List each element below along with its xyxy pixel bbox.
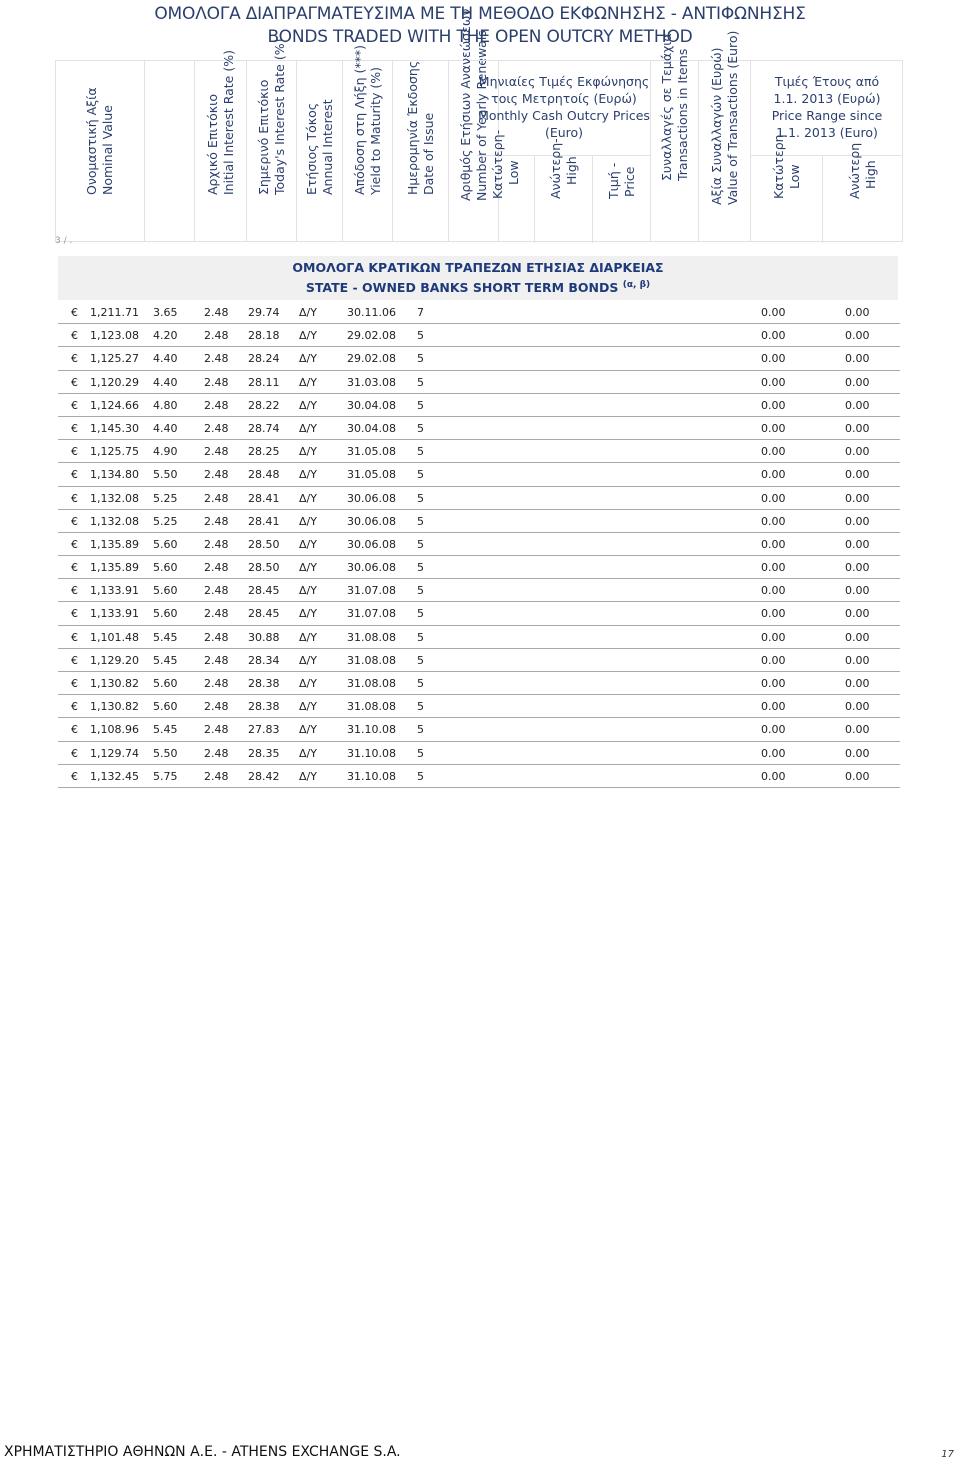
cell-yld: Δ/Υ (299, 352, 317, 366)
header-today-en: Today's Interest Rate (%) (271, 38, 287, 195)
header-year-high-en: High (863, 160, 878, 189)
cell-yld: Δ/Υ (299, 607, 317, 621)
header-yield-en: Yield to Maturity (%) (367, 66, 383, 195)
header-monthly-line3: Monthly Cash Outcry Prices (478, 108, 650, 123)
table-row (58, 394, 900, 417)
cell-high: 0.00 (845, 746, 870, 760)
cell-high: 0.00 (845, 329, 870, 343)
cell-init: 5.60 (153, 607, 178, 621)
cell-ann: 27.83 (248, 723, 280, 737)
cell-low: 0.00 (761, 375, 786, 389)
cell-yld: Δ/Υ (299, 468, 317, 482)
cell-date: 31.10.08 (347, 746, 396, 760)
cell-low: 0.00 (761, 421, 786, 435)
cell-init: 4.20 (153, 329, 178, 343)
header-monthly-high (535, 138, 593, 243)
header-year-low (751, 134, 823, 243)
cell-low: 0.00 (761, 306, 786, 319)
cell-init: 5.60 (153, 561, 178, 575)
section-title-greek: ΟΜΟΛΟΓΑ ΚΡΑΤΙΚΩΝ ΤΡΑΠΕΖΩΝ ΕΤΗΣΙΑΣ ΔΙΑΡΚΕΙΑΣ (292, 260, 664, 275)
section-title-box (58, 256, 898, 300)
table-row (58, 510, 900, 533)
cell-init: 5.60 (153, 677, 178, 690)
cell-yld: Δ/Υ (299, 561, 317, 575)
cell-high: 0.00 (845, 677, 870, 690)
cell-yld: Δ/Υ (299, 630, 317, 644)
cell-low: 0.00 (761, 352, 786, 366)
cell-low: 0.00 (761, 584, 786, 598)
header-monthly-price (593, 156, 651, 243)
cell-ren: 5 (417, 653, 424, 667)
cell-init: 4.40 (153, 352, 178, 366)
cell-yld: Δ/Υ (299, 398, 317, 412)
cell-low: 0.00 (761, 769, 786, 783)
cell-ann: 28.25 (248, 445, 280, 459)
cell-yld: Δ/Υ (299, 375, 317, 389)
cell-low: 0.00 (761, 700, 786, 714)
cell-ren: 5 (417, 607, 424, 621)
cell-init: 5.45 (153, 630, 178, 644)
cell-low: 0.00 (761, 677, 786, 690)
header-year-high (823, 142, 903, 243)
cell-date: 30.06.08 (347, 561, 396, 575)
cell-high: 0.00 (845, 723, 870, 737)
cell-init: 5.60 (153, 584, 178, 598)
cell-nom: 1,123.08 (90, 329, 139, 343)
header-monthly-group (477, 60, 651, 242)
table-row (58, 626, 900, 649)
cell-date: 29.02.08 (347, 352, 396, 366)
cell-date: 30.11.06 (347, 306, 396, 319)
cell-cur: € (71, 445, 78, 459)
cell-high: 0.00 (845, 421, 870, 435)
cell-ann: 28.45 (248, 584, 280, 598)
cell-ann: 28.42 (248, 769, 280, 783)
cell-today: 2.48 (204, 514, 229, 528)
cell-high: 0.00 (845, 468, 870, 482)
cell-today: 2.48 (204, 445, 229, 459)
cell-low: 0.00 (761, 514, 786, 528)
header-monthly-low-gr: Κατώτερη- (489, 129, 505, 199)
cell-ren: 5 (417, 468, 424, 482)
cell-today: 2.48 (204, 746, 229, 760)
cell-init: 5.60 (153, 700, 178, 714)
cell-high: 0.00 (845, 445, 870, 459)
section-title-english-line (58, 280, 898, 295)
cell-nom: 1,129.20 (90, 653, 139, 667)
table-row (58, 324, 900, 347)
cell-cur: € (71, 677, 78, 690)
cell-yld: Δ/Υ (299, 769, 317, 783)
cell-cur: € (71, 769, 78, 783)
header-today-rate (247, 38, 297, 242)
header-nominal-en: Nominal Value (100, 104, 115, 195)
header-year-low-en: Low (786, 164, 802, 189)
header-issue-gr: Ημερομηνία Έκδοσης (404, 60, 420, 195)
header-year-low-gr: Κατώτερη (770, 134, 786, 199)
table-row (58, 417, 900, 440)
header-today-gr: Σημερινό Επιτόκιο (255, 79, 271, 195)
table-row (58, 602, 900, 625)
cell-ann: 28.48 (248, 468, 280, 482)
cell-high: 0.00 (845, 398, 870, 412)
cell-ann: 28.45 (248, 607, 280, 621)
cell-ann: 28.41 (248, 491, 280, 505)
header-year-high-gr: Ανώτερη (847, 142, 862, 199)
cell-nom: 1,108.96 (90, 723, 139, 737)
cell-ann: 30.88 (248, 630, 280, 644)
cell-low: 0.00 (761, 329, 786, 343)
cell-cur: € (71, 329, 78, 343)
page-number: 17 (941, 1449, 954, 1460)
cell-today: 2.48 (204, 700, 229, 714)
cell-yld: Δ/Υ (299, 514, 317, 528)
header-nominal-text (84, 87, 116, 195)
cell-init: 3.65 (153, 306, 178, 319)
cell-nom: 1,132.08 (90, 491, 139, 505)
cell-high: 0.00 (845, 561, 870, 575)
cell-date: 30.06.08 (347, 491, 396, 505)
cell-cur: € (71, 306, 78, 319)
cell-ren: 5 (417, 584, 424, 598)
header-year-group (751, 60, 903, 242)
cell-ann: 28.38 (248, 700, 280, 714)
bond-rows (58, 301, 900, 788)
cell-init: 4.40 (153, 421, 178, 435)
header-transaction-value (699, 30, 751, 242)
cell-ann: 28.50 (248, 561, 280, 575)
cell-nom: 1,135.89 (90, 537, 139, 551)
cell-nom: 1,125.75 (90, 445, 139, 459)
header-year-line3: Price Range since (771, 108, 883, 123)
header-monthly-price-en: Price (622, 166, 637, 197)
cell-cur: € (71, 421, 78, 435)
cell-today: 2.48 (204, 723, 229, 737)
cell-nom: 1,211.71 (90, 306, 139, 319)
cell-ren: 5 (417, 677, 424, 690)
cell-ren: 5 (417, 700, 424, 714)
cell-nom: 1,125.27 (90, 352, 139, 366)
cell-date: 31.08.08 (347, 677, 396, 690)
cell-nom: 1,145.30 (90, 421, 139, 435)
page-title-greek: ΟΜΟΛΟΓΑ ΔΙΑΠΡΑΓΜΑΤΕΥΣΙΜΑ ΜΕ ΤΗ ΜΕΘΟΔΟ ΕΚΦΩΝΗΣΗΣ - ΑΝΤΙΦΩΝΗΣΗΣ (154, 4, 806, 24)
cell-date: 31.05.08 (347, 468, 396, 482)
cell-nom: 1,120.29 (90, 375, 139, 389)
cell-today: 2.48 (204, 677, 229, 690)
cell-today: 2.48 (204, 630, 229, 644)
cell-nom: 1,130.82 (90, 677, 139, 690)
cell-today: 2.48 (204, 329, 229, 343)
cell-init: 5.45 (153, 653, 178, 667)
footer-exchange-name: ΧΡΗΜΑΤΙΣΤΗΡΙΟ ΑΘΗΝΩΝ Α.Ε. - ATHENS EXCHANGE S.A. (4, 1444, 401, 1460)
header-monthly-low-en: Low (505, 160, 521, 185)
cell-ann: 28.34 (248, 653, 280, 667)
header-yield-gr: Απόδοση στη Λήξη (***) (351, 44, 367, 195)
cell-cur: € (71, 398, 78, 412)
cell-ann: 28.38 (248, 677, 280, 690)
cell-today: 2.48 (204, 375, 229, 389)
cell-ren: 5 (417, 723, 424, 737)
header-nominal-value (55, 60, 145, 242)
section-note: (α, β) (622, 280, 651, 290)
header-monthly-high-gr: Ανώτερη- (547, 138, 563, 199)
cell-cur: € (71, 653, 78, 667)
cell-today: 2.48 (204, 584, 229, 598)
table-row (58, 695, 900, 718)
cell-date: 30.06.08 (347, 514, 396, 528)
header-transactions (651, 33, 699, 242)
header-monthly-line1: Μηνιαίες Τιμές Εκφώνησης (478, 74, 650, 89)
cell-ren: 5 (417, 537, 424, 551)
cell-nom: 1,129.74 (90, 746, 139, 760)
header-value-en: Value of Transactions (Euro) (724, 30, 740, 205)
cell-ren: 5 (417, 398, 424, 412)
cell-high: 0.00 (845, 630, 870, 644)
cell-cur: € (71, 491, 78, 505)
cell-low: 0.00 (761, 491, 786, 505)
cell-ren: 5 (417, 491, 424, 505)
cell-ren: 5 (417, 630, 424, 644)
header-year-line2: 1.1. 2013 (Ευρώ) (773, 91, 881, 106)
cell-yld: Δ/Υ (299, 723, 317, 737)
table-row (58, 649, 900, 672)
cell-today: 2.48 (204, 398, 229, 412)
cell-nom: 1,130.82 (90, 700, 139, 714)
cell-nom: 1,134.80 (90, 468, 139, 482)
cell-date: 29.02.08 (347, 329, 396, 343)
cell-yld: Δ/Υ (299, 584, 317, 598)
cell-today: 2.48 (204, 769, 229, 783)
table-row (58, 440, 900, 463)
cell-cur: € (71, 352, 78, 366)
cell-cur: € (71, 584, 78, 598)
cell-nom: 1,101.48 (90, 630, 139, 644)
header-monthly-line4: (Euro) (544, 125, 584, 140)
header-initial-en: Initial Interest Rate (%) (220, 50, 236, 195)
cell-date: 31.10.08 (347, 769, 396, 783)
header-renewals-gr: Αριθμός Ετήσιων Ανανεώσεων (457, 8, 473, 201)
cell-ren: 5 (417, 375, 424, 389)
cell-date: 31.07.08 (347, 607, 396, 621)
header-monthly-line2: τοις Μετρητοίς (Ευρώ) (491, 91, 637, 106)
cell-nom: 1,132.08 (90, 514, 139, 528)
cell-high: 0.00 (845, 584, 870, 598)
cell-ann: 28.41 (248, 514, 280, 528)
cell-cur: € (71, 537, 78, 551)
header-transactions-gr: Συναλλαγές σε Τεμάχια (658, 33, 674, 181)
cell-ren: 5 (417, 329, 424, 343)
cell-high: 0.00 (845, 537, 870, 551)
cell-today: 2.48 (204, 537, 229, 551)
stray-mark: 3 / . (55, 236, 73, 246)
header-blank (145, 60, 195, 242)
header-initial-gr: Αρχικό Επιτόκιο (204, 94, 220, 195)
cell-date: 31.10.08 (347, 723, 396, 737)
cell-ren: 5 (417, 445, 424, 459)
cell-date: 31.03.08 (347, 375, 396, 389)
cell-nom: 1,135.89 (90, 561, 139, 575)
cell-yld: Δ/Υ (299, 677, 317, 690)
cell-cur: € (71, 607, 78, 621)
cell-yld: Δ/Υ (299, 700, 317, 714)
cell-yld: Δ/Υ (299, 306, 317, 319)
cell-date: 31.07.08 (347, 584, 396, 598)
cell-low: 0.00 (761, 561, 786, 575)
table-row (58, 347, 900, 370)
cell-low: 0.00 (761, 653, 786, 667)
header-nominal-gr: Ονομαστική Αξία (84, 87, 99, 195)
header-initial-rate (195, 50, 247, 242)
table-row (58, 371, 900, 394)
header-monthly-price-gr: Τιμή - (606, 162, 621, 199)
table-row (58, 672, 900, 695)
header-yield (343, 44, 393, 242)
cell-ren: 5 (417, 421, 424, 435)
header-annual-gr: Ετήσιος Τόκος (303, 102, 319, 195)
header-renewals-en: Number of Yearly Renewals (473, 30, 489, 201)
cell-init: 5.50 (153, 468, 178, 482)
cell-date: 31.08.08 (347, 700, 396, 714)
cell-nom: 1,132.45 (90, 769, 139, 783)
cell-ann: 28.11 (248, 375, 280, 389)
cell-init: 4.40 (153, 375, 178, 389)
header-year-line4: 1.1. 2013 (Euro) (776, 125, 878, 140)
table-row (58, 533, 900, 556)
section-title-english: STATE - OWNED BANKS SHORT TERM BONDS (305, 280, 619, 296)
cell-ren: 5 (417, 514, 424, 528)
cell-today: 2.48 (204, 306, 229, 319)
cell-today: 2.48 (204, 653, 229, 667)
cell-cur: € (71, 561, 78, 575)
cell-yld: Δ/Υ (299, 653, 317, 667)
table-row (58, 556, 900, 579)
cell-low: 0.00 (761, 445, 786, 459)
cell-date: 30.06.08 (347, 537, 396, 551)
cell-today: 2.48 (204, 468, 229, 482)
cell-cur: € (71, 630, 78, 644)
header-annual-en: Annual Interest (319, 99, 335, 195)
cell-cur: € (71, 700, 78, 714)
cell-high: 0.00 (845, 375, 870, 389)
cell-today: 2.48 (204, 491, 229, 505)
table-row (58, 301, 900, 324)
cell-nom: 1,133.91 (90, 607, 139, 621)
header-monthly-low (477, 129, 535, 243)
cell-low: 0.00 (761, 398, 786, 412)
cell-ren: 5 (417, 352, 424, 366)
cell-init: 4.80 (153, 398, 178, 412)
cell-date: 31.08.08 (347, 630, 396, 644)
cell-ren: 5 (417, 769, 424, 783)
table-row (58, 718, 900, 741)
cell-ren: 5 (417, 746, 424, 760)
header-issue-date (393, 60, 449, 242)
cell-high: 0.00 (845, 653, 870, 667)
header-transactions-en: Transactions in Items (674, 48, 690, 181)
cell-init: 5.60 (153, 537, 178, 551)
header-issue-en: Date of Issue (420, 112, 436, 195)
cell-cur: € (71, 723, 78, 737)
cell-high: 0.00 (845, 352, 870, 366)
cell-low: 0.00 (761, 607, 786, 621)
cell-cur: € (71, 468, 78, 482)
cell-today: 2.48 (204, 421, 229, 435)
cell-ann: 28.74 (248, 421, 280, 435)
cell-yld: Δ/Υ (299, 329, 317, 343)
cell-today: 2.48 (204, 607, 229, 621)
cell-low: 0.00 (761, 723, 786, 737)
cell-nom: 1,124.66 (90, 398, 139, 412)
cell-today: 2.48 (204, 561, 229, 575)
cell-ann: 28.35 (248, 746, 280, 760)
cell-ann: 28.22 (248, 398, 280, 412)
cell-ann: 28.50 (248, 537, 280, 551)
cell-cur: € (71, 375, 78, 389)
cell-yld: Δ/Υ (299, 491, 317, 505)
table-row (58, 487, 900, 510)
cell-ren: 7 (417, 306, 424, 319)
cell-high: 0.00 (845, 607, 870, 621)
header-monthly-high-en: High (563, 156, 579, 185)
header-year-line1: Τιμές Έτους από (774, 74, 880, 89)
cell-date: 30.04.08 (347, 421, 396, 435)
cell-low: 0.00 (761, 746, 786, 760)
header-value-gr: Αξία Συναλλαγών (Ευρώ) (708, 47, 724, 205)
cell-high: 0.00 (845, 769, 870, 783)
cell-nom: 1,133.91 (90, 584, 139, 598)
cell-ann: 28.18 (248, 329, 280, 343)
cell-init: 5.25 (153, 491, 178, 505)
cell-init: 4.90 (153, 445, 178, 459)
cell-init: 5.25 (153, 514, 178, 528)
cell-yld: Δ/Υ (299, 746, 317, 760)
cell-init: 5.75 (153, 769, 178, 783)
table-row (58, 765, 900, 788)
cell-date: 30.04.08 (347, 398, 396, 412)
cell-ann: 28.24 (248, 352, 280, 366)
cell-date: 31.05.08 (347, 445, 396, 459)
cell-init: 5.45 (153, 723, 178, 737)
cell-ren: 5 (417, 561, 424, 575)
cell-high: 0.00 (845, 491, 870, 505)
cell-high: 0.00 (845, 514, 870, 528)
cell-yld: Δ/Υ (299, 537, 317, 551)
cell-cur: € (71, 514, 78, 528)
cell-init: 5.50 (153, 746, 178, 760)
page-title-english: BONDS TRADED WITH THE OPEN OUTCRY METHOD (267, 27, 693, 47)
cell-high: 0.00 (845, 700, 870, 714)
cell-ann: 29.74 (248, 306, 280, 319)
cell-low: 0.00 (761, 468, 786, 482)
cell-low: 0.00 (761, 630, 786, 644)
cell-date: 31.08.08 (347, 653, 396, 667)
header-annual-interest (297, 60, 343, 242)
table-row (58, 463, 900, 486)
cell-today: 2.48 (204, 352, 229, 366)
cell-low: 0.00 (761, 537, 786, 551)
table-row (58, 742, 900, 765)
cell-yld: Δ/Υ (299, 421, 317, 435)
cell-yld: Δ/Υ (299, 445, 317, 459)
table-row (58, 579, 900, 602)
cell-high: 0.00 (845, 306, 870, 319)
cell-cur: € (71, 746, 78, 760)
